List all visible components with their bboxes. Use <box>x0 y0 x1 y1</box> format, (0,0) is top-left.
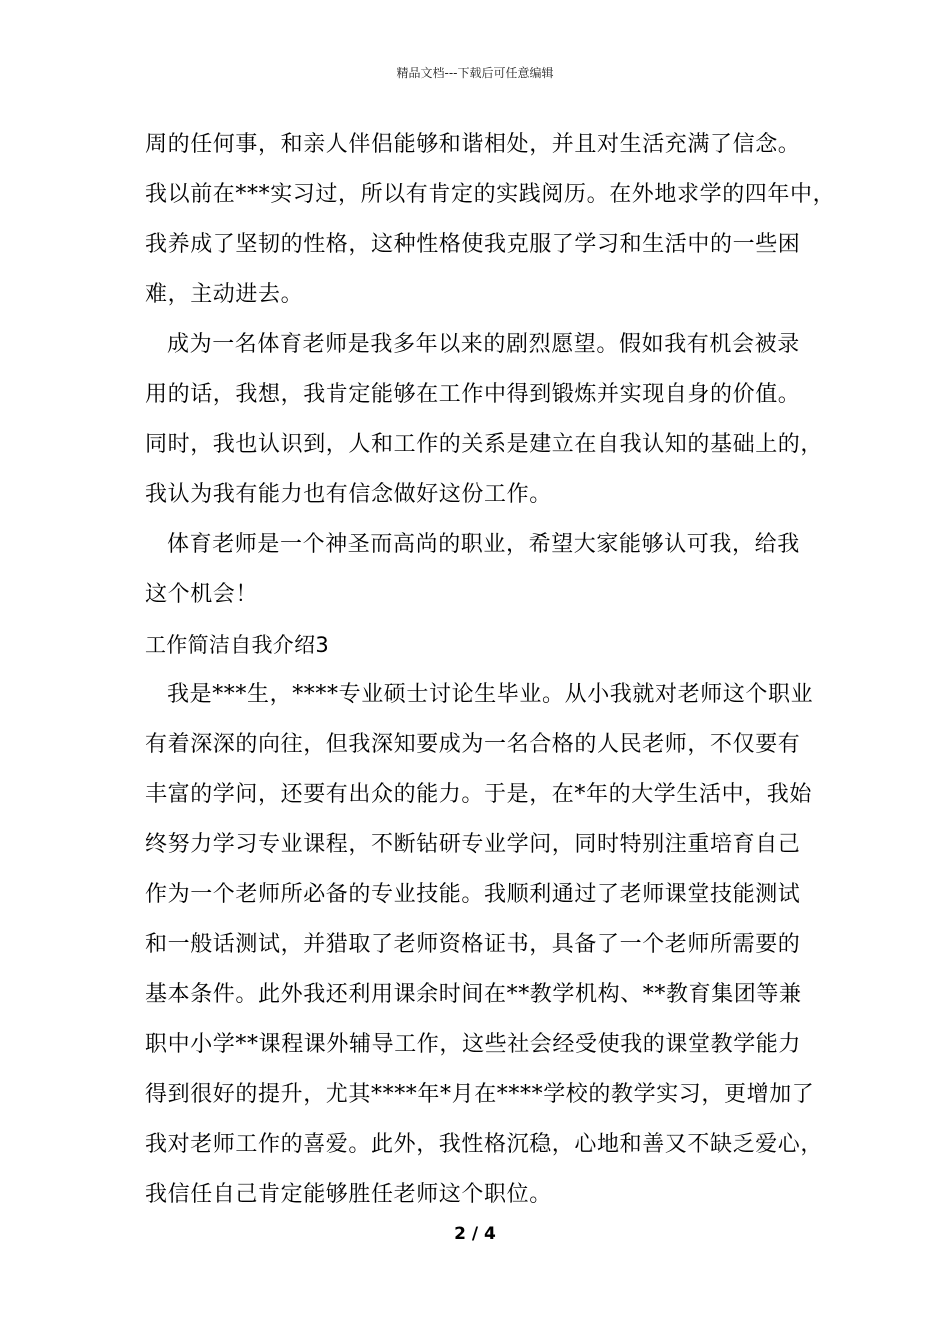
section-heading: 工作简洁自我介绍3 <box>145 633 330 657</box>
text-line: 基本条件。此外我还利用课余时间在**教学机构、**教育集团等兼 <box>145 982 802 1007</box>
text-line: 我对老师工作的喜爱。此外，我性格沉稳，心地和善又不缺乏爱心， <box>145 1132 824 1157</box>
text-line: 作为一个老师所必备的专业技能。我顺利通过了老师课堂技能测试 <box>145 882 801 907</box>
text-line: 丰富的学问，还要有出众的能力。于是，在*年的大学生活中，我始 <box>145 782 813 807</box>
text-line: 职中小学**课程课外辅导工作，这些社会经受使我的课堂教学能力 <box>145 1032 802 1057</box>
text-line: 这个机会！ <box>145 582 259 607</box>
text-line: 我信任自己肯定能够胜任老师这个职位。 <box>145 1182 552 1207</box>
text-line: 和一般话测试，并猎取了老师资格证书，具备了一个老师所需要的 <box>145 932 801 957</box>
page-header: 精品文档---下载后可任意编辑 <box>396 66 554 80</box>
text-line: 得到很好的提升，尤其****年*月在****学校的教学实习，更增加了 <box>145 1082 815 1107</box>
text-line: 我认为我有能力也有信念做好这份工作。 <box>145 482 552 507</box>
text-line: 终努力学习专业课程，不断钻研专业学问，同时特别注重培育自己 <box>145 832 801 857</box>
text-line: 我养成了坚韧的性格，这种性格使我克服了学习和生活中的一些困 <box>145 232 801 257</box>
text-line: 同时，我也认识到，人和工作的关系是建立在自我认知的基础上的， <box>145 432 824 457</box>
page-number: 2 / 4 <box>454 1224 496 1244</box>
document-body <box>145 126 836 1226</box>
paragraph-first-line: 成为一名体育老师是我多年以来的剧烈愿望。假如我有机会被录 <box>167 332 800 357</box>
text-line: 用的话，我想，我肯定能够在工作中得到锻炼并实现自身的价值。 <box>145 382 801 407</box>
text-line: 周的任何事，和亲人伴侣能够和谐相处，并且对生活充满了信念。 <box>145 132 801 157</box>
paragraph-first-line: 我是***生，****专业硕士讨论生毕业。从小我就对老师这个职业 <box>167 682 814 707</box>
text-line: 有着深深的向往，但我深知要成为一名合格的人民老师，不仅要有 <box>145 732 801 757</box>
text-line: 难，主动进去。 <box>145 282 304 307</box>
text-line: 我以前在***实习过，所以有肯定的实践阅历。在外地求学的四年中， <box>145 182 836 207</box>
paragraph-first-line: 体育老师是一个神圣而高尚的职业，希望大家能够认可我，给我 <box>167 532 800 557</box>
